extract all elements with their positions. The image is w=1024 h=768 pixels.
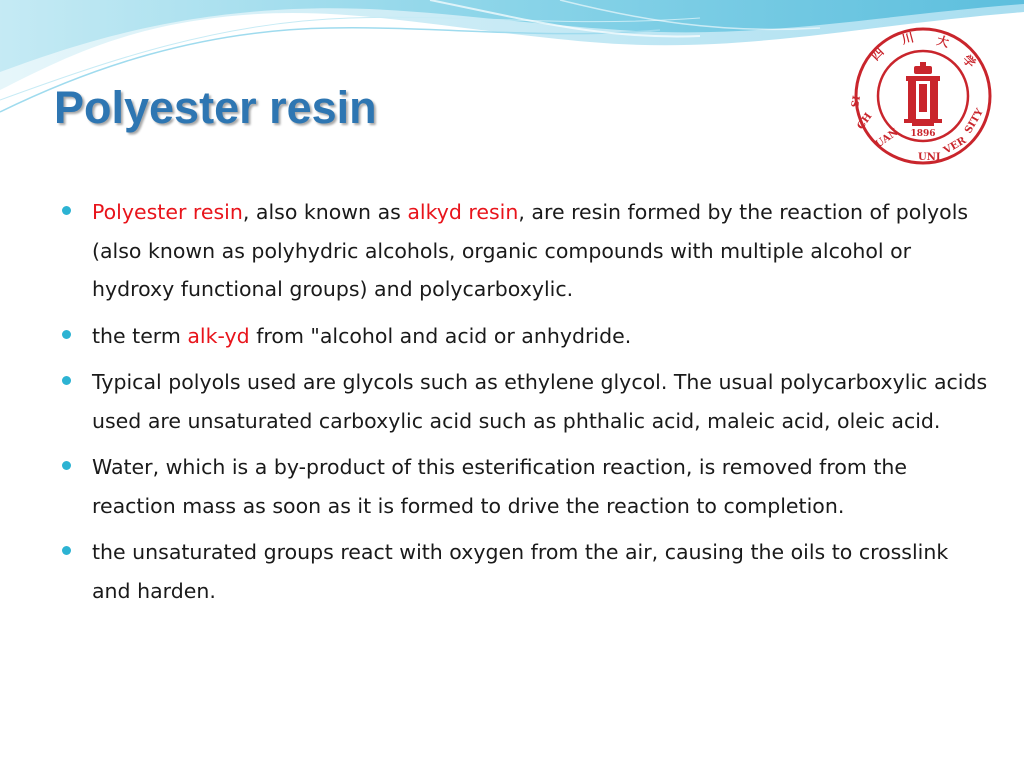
bullet-text: Typical polyols used are glycols such as ethylene glycol. The usual polycarboxylic acids used are unsaturated carboxylic acid such as phthalic acid, maleic acid, oleic acid. (92, 370, 988, 433)
svg-text:学: 学 (959, 52, 979, 71)
svg-text:CH: CH (855, 111, 875, 132)
bullet-dot-icon (62, 461, 71, 470)
bullet-dot-icon (62, 206, 71, 215)
bullet-item (62, 317, 992, 356)
svg-text:四: 四 (868, 44, 887, 64)
bullet-text: the term (92, 323, 188, 348)
svg-text:UAN: UAN (873, 126, 901, 151)
sichuan-university-seal-logo (848, 26, 998, 166)
svg-text:VER: VER (942, 135, 969, 157)
bullet-text: from "alcohol and acid or anhydride. (249, 323, 632, 348)
bullet-text: Water, which is a by-product of this esterification reaction, is removed from the reaction mass as soon as it is formed to drive the reaction to completion. (92, 455, 908, 518)
slide-title: Polyester resin (54, 82, 377, 133)
svg-text:1896: 1896 (910, 129, 936, 139)
bullet-item (62, 533, 992, 610)
svg-text:SI: SI (850, 94, 864, 109)
bullet-list (62, 193, 992, 618)
svg-text:川: 川 (900, 30, 916, 47)
highlight-term: Polyester resin (92, 200, 243, 224)
svg-text:SITY: SITY (963, 107, 986, 136)
bullet-text: the unsaturated groups react with oxygen from the air, causing the oils to crosslink and harden. (92, 540, 949, 603)
bullet-dot-icon (62, 546, 71, 555)
bullet-item (62, 363, 992, 440)
svg-text:大: 大 (935, 33, 951, 51)
highlight-term: alk-yd (187, 323, 250, 348)
bullet-item (62, 448, 992, 525)
svg-text:UNI: UNI (918, 152, 941, 163)
highlight-term: alkyd resin (407, 200, 519, 224)
bullet-dot-icon (62, 376, 71, 385)
bullet-dot-icon (62, 330, 71, 339)
bullet-text: , also known as (242, 200, 408, 224)
bullet-item (62, 193, 992, 309)
bullet-text: , are resin formed by the reaction of polyols (also known as polyhydric alcohols, organic compounds with multiple alcohol or hydroxy functional groups) and polycarboxylic. (92, 200, 969, 301)
